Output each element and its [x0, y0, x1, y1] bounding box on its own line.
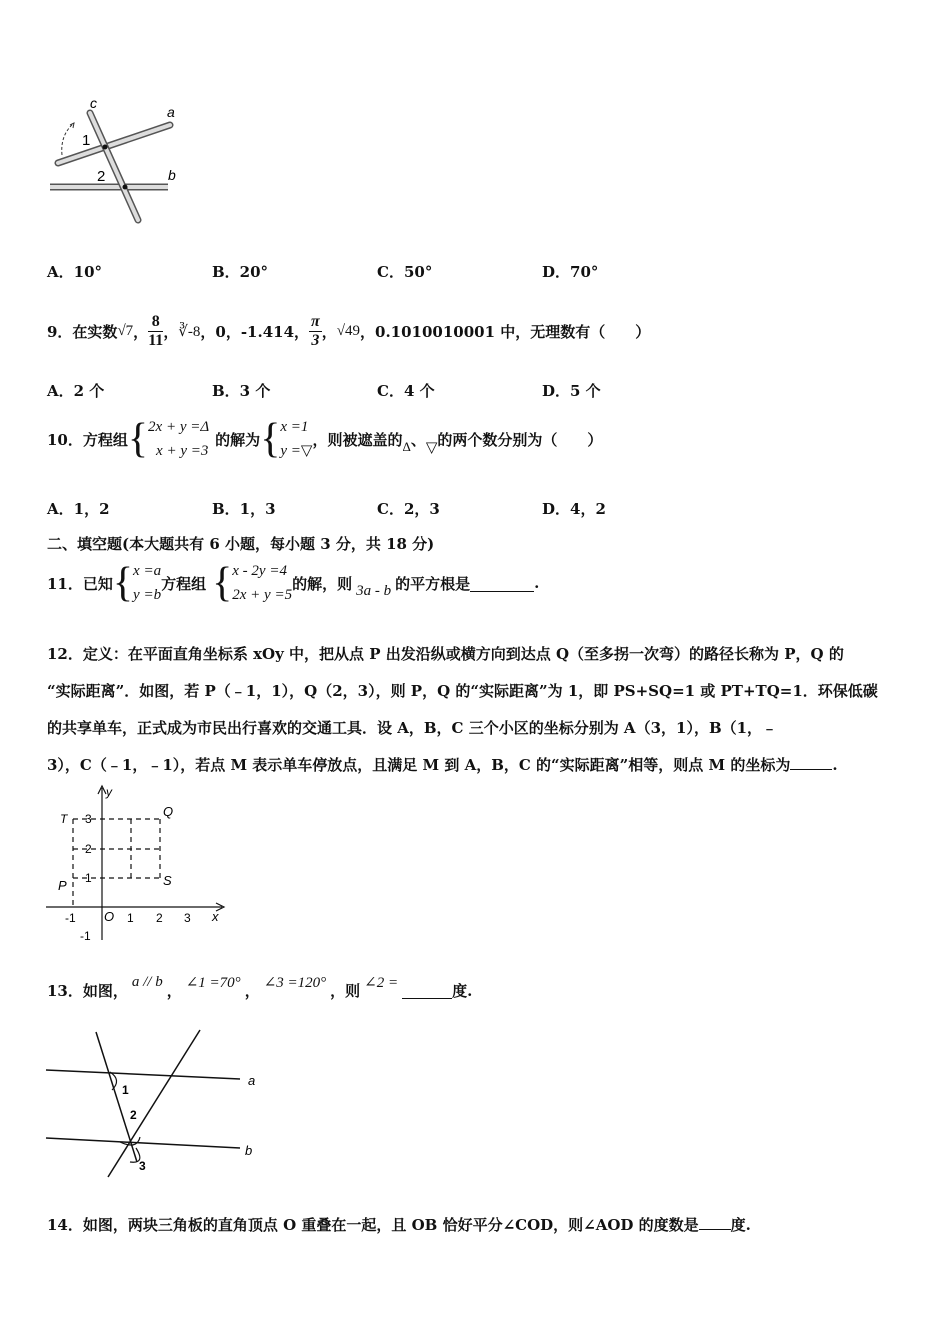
stick-c: [90, 113, 138, 220]
q12-line3: 的共享单车，正式成为市民出行喜欢的交通工具．设 A，B，C 三个小区的坐标分别为 A（3，1），B（1，﹣: [47, 719, 778, 737]
q11-tail: 的平方根是: [395, 574, 471, 593]
q10-tail2: 的两个数分别为（ ）: [437, 430, 603, 449]
label-a: a: [167, 104, 175, 120]
q9-tail: ，0.1010010001 中，无理数有（ ）: [360, 322, 651, 341]
tick-y-3: 3: [85, 812, 92, 826]
question-10: 10．方程组 { 2x + y =Δ x + y =3 的解为 { x =1 y =▽ ，则被遮盖的 Δ 、 ▽ 的两个数分别为（ ）: [47, 416, 603, 462]
q12-line2: “实际距离”．如图，若 P（﹣1，1），Q（2，3），则 P，Q 的“实际距离”为 1，即 PS+SQ=1 或 PT+TQ=1．环保低碳: [47, 682, 878, 700]
q9-prefix: 9．在实数: [47, 322, 118, 341]
label-x: x: [212, 909, 219, 924]
label-a: a: [248, 1073, 256, 1088]
q10-option-d: D．4，2: [542, 500, 606, 518]
figure-q12-coordinate-grid: [40, 778, 230, 953]
q12-end: .: [832, 756, 838, 774]
q11-given: x =a y =b: [133, 563, 162, 603]
q10-prefix: 10．方程组: [47, 430, 128, 449]
q14-answer-blank[interactable]: [699, 1213, 731, 1230]
q10-sep: 、: [410, 430, 426, 449]
q10-nabla: ▽: [425, 439, 438, 456]
q11-expr: 3a - b: [356, 582, 392, 599]
section-2-heading: 二、填空题(本大题共有 6 小题，每小题 3 分，共 18 分): [47, 535, 435, 553]
q9-cuberoot: ∛-8: [178, 323, 201, 340]
q14-text: 14．如图，两块三角板的直角顶点 O 重叠在一起，且 OB 恰好平分∠COD，则∠AOD 的度数是: [47, 1216, 699, 1234]
q8-option-d: D．70°: [542, 263, 599, 281]
q9-sqrt49: √49: [336, 322, 361, 339]
q13-angle2: ∠2 =: [364, 974, 399, 991]
figure-q13-parallel-lines: [40, 1022, 270, 1182]
q14-tail: 度.: [730, 1216, 751, 1234]
q10-solution-word: 的解为: [215, 430, 261, 449]
tick-x-1: 1: [127, 911, 134, 925]
label-angle-3: 3: [139, 1159, 146, 1173]
tick-x-2: 2: [156, 911, 163, 925]
q10-option-a: A．1，2: [47, 500, 110, 518]
q9-option-c: C．4 个: [377, 382, 435, 400]
label-S: S: [163, 873, 172, 888]
q12-answer-blank[interactable]: [790, 753, 832, 770]
q9-sqrt7: √7: [117, 322, 134, 339]
label-c: c: [90, 95, 97, 111]
q10-tail: ，则被遮盖的: [312, 430, 403, 449]
q12-line4: 3），C（﹣1，﹣1），若点 M 表示单车停放点，且满足 M 到 A，B，C 的“实际距离”相等，则点 M 的坐标为: [47, 756, 791, 774]
q10-option-b: B．1，3: [212, 500, 276, 518]
question-12: [47, 636, 878, 784]
question-13: 13．如图， a // b ， ∠1 =70° ， ∠3 =120° ，则 ∠2 = 度.: [47, 973, 473, 1000]
q10-system: 2x + y =Δ x + y =3: [148, 419, 210, 459]
q13-angle1: ∠1 =70°: [185, 974, 241, 991]
q9-option-a: A．2 个: [47, 382, 105, 400]
q10-triangle: Δ: [402, 439, 411, 454]
label-b: b: [168, 167, 176, 183]
question-11: 11．已知 { x =a y =b 方程组 { x - 2y =4 2x + y =5 的解，则 3a - b 的平方根是 .: [47, 560, 540, 606]
label-angle-2: 2: [97, 168, 106, 185]
q9-option-d: D．5 个: [542, 382, 601, 400]
q13-answer-blank[interactable]: [402, 982, 452, 999]
q11-end: .: [534, 574, 540, 592]
q11-prefix: 11．已知: [47, 574, 113, 593]
q10-option-c: C．2，3: [377, 500, 440, 518]
q13-word: ，则: [330, 981, 361, 1000]
q13-prefix: 13．如图，: [47, 981, 128, 1000]
q8-option-c: C．50°: [377, 263, 433, 281]
tick-y-neg1: -1: [80, 929, 91, 943]
label-P: P: [58, 878, 67, 893]
q11-answer-blank[interactable]: [470, 575, 534, 592]
figure-q8-parallel-sticks: [40, 95, 190, 230]
label-y: y: [106, 785, 112, 799]
tick-x-neg1: -1: [65, 911, 76, 925]
question-14: [47, 1213, 751, 1235]
tick-y-1: 1: [85, 871, 92, 885]
label-T: T: [60, 812, 68, 826]
q11-word: 方程组: [161, 574, 207, 593]
q9-fraction: $\frac{8}{11}$: [148, 312, 164, 349]
label-b: b: [245, 1143, 253, 1158]
label-Q: Q: [163, 804, 174, 819]
q12-line1: 12．定义：在平面直角坐标系 xOy 中，把从点 P 出发沿纵或横方向到达点 Q（至多拐一次弯）的路径长称为 P，Q 的: [47, 645, 844, 663]
q9-mid: ，0，-1.414，: [200, 322, 310, 341]
tick-y-2: 2: [85, 842, 92, 856]
q10-solution: x =1 y =▽: [280, 419, 313, 459]
q8-option-a: A．10°: [47, 263, 103, 281]
label-angle-1: 1: [82, 132, 91, 149]
tick-x-3: 3: [184, 911, 191, 925]
q11-mid: 的解，则: [292, 574, 353, 593]
q13-tail: 度.: [452, 981, 473, 1000]
label-angle-2: 2: [130, 1108, 137, 1122]
q8-option-b: B．20°: [212, 263, 269, 281]
q13-parallel: a // b: [131, 973, 163, 990]
label-O: O: [104, 909, 115, 924]
q13-angle3: ∠3 =120°: [263, 974, 327, 991]
label-angle-1: 1: [122, 1083, 129, 1097]
question-9: 9．在实数 √7 ， $\frac{8}{11}$ ， ∛-8 ，0，-1.414， $\frac{\pi}{3}$ ， √49 ，0.1010010001 中，无理数有（ ）: [47, 312, 651, 349]
q9-pi-fraction: $\frac{\pi}{3}$: [311, 312, 320, 349]
stick-a: [58, 125, 170, 163]
q11-system: x - 2y =4 2x + y =5: [232, 563, 293, 603]
q9-option-b: B．3 个: [212, 382, 271, 400]
